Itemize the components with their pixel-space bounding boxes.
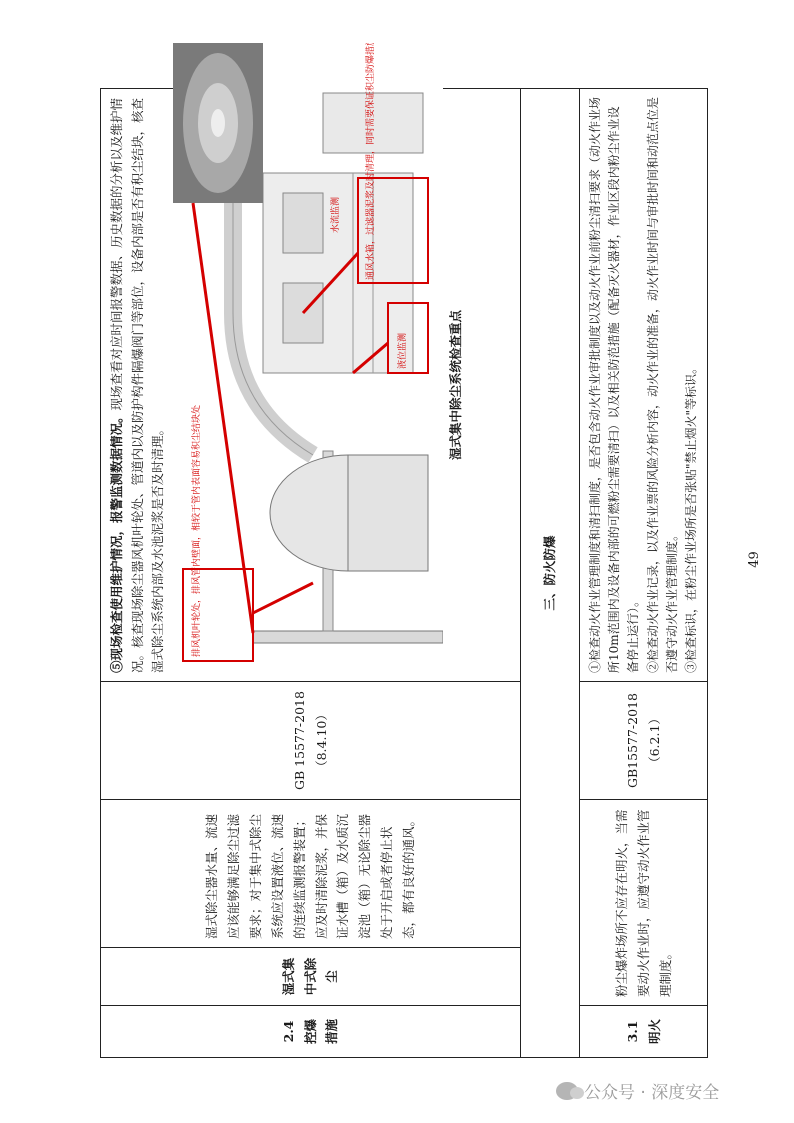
standard-code: GB 15577-2018 <box>291 691 307 790</box>
diagram-caption: 湿式集中除尘系统检查重点 <box>447 310 463 461</box>
standard-clause: （8.4.10） <box>313 708 329 773</box>
standard-clause: （6.2.1） <box>646 712 662 769</box>
category-cell: 3.1 明火 <box>580 1006 708 1058</box>
list-item: ③检查标识，在粉尘作业场所是否张贴"禁止烟火"等标识。 <box>683 361 698 673</box>
page-number: 49 <box>746 551 762 568</box>
list-item: ①检查动火作业管理制度和清扫制度，是否包含动火作业审批制度以及动火作业前粉尘清扫要求（动火作业场所10m范围内及设备内部的可燃粉尘需要清扫）以及相关防范措施（配备灭火器材，作业区段内粉尘作业设备停止运行）。 <box>588 96 641 673</box>
standard-cell <box>101 682 521 800</box>
standard-cell <box>580 682 708 800</box>
diagram-svg <box>173 43 443 673</box>
check-method-cell <box>580 89 708 682</box>
flow-label: 水流监测 <box>329 196 340 233</box>
watermark <box>556 1078 719 1103</box>
table-row <box>580 89 708 1058</box>
list-item: ②检查动火作业记录，以及作业票的风险分析内容，动火作业的准备，动火作业时间与审批时间和动范点位是否遵守动火作业管理制度。 <box>645 96 679 673</box>
level-label: 液位监测 <box>396 332 407 369</box>
dust-system-diagram <box>173 43 443 673</box>
watermark-text: 公众号 · 深度安全 <box>584 1083 720 1103</box>
check-title: ⑤现场检查使用维护情况，报警监测数据情况。 <box>109 410 124 673</box>
rotated-page-content <box>100 43 698 1058</box>
table-row <box>101 89 521 1058</box>
tank-label: 通风水箱，过滤器泥浆及时清理，同时需要保证积尘防爆措施 <box>364 43 375 280</box>
section-header-row <box>521 89 580 1058</box>
subcategory-cell: 湿式集中式除尘 <box>101 948 521 1006</box>
standard-code: GB15577-2018 <box>624 693 640 788</box>
section-title: 三、防火防爆 <box>521 89 580 1058</box>
inspection-table <box>100 43 708 1058</box>
requirement-cell: 粉尘爆炸场所不应存在明火，当需要动火作业时，应遵守动火作业管理制度。 <box>580 800 708 1006</box>
category-cell: 2.4 控爆措施 <box>101 1006 521 1058</box>
check-method-cell <box>101 43 521 682</box>
wechat-icon <box>556 1082 578 1100</box>
check-text <box>107 97 169 673</box>
requirement-cell: 湿式除尘器水量、流速应该能够满足除尘过滤要求；对于集中式除尘系统应设置液位、流速的连续监测报警装置；应及时清除泥浆，并保证水槽（箱）及水质沉淀池（箱）无论除尘器处于开启或者停止状态，都有良好的通风。 <box>101 800 521 948</box>
fan-label: 排风机叶轮处，排风管内壁面，相较于管内表面容易积尘结块处 <box>190 404 201 657</box>
check-body: 现场查看对应时间报警数据、历史数据的分析以及维护情况。核查现场除尘器风机叶轮处、管道内以及防护构件隔爆阀门等部位，设备内部是否有积尘结块，核查湿式除尘系统内部及水池泥浆是否及时清理。 <box>109 97 166 673</box>
